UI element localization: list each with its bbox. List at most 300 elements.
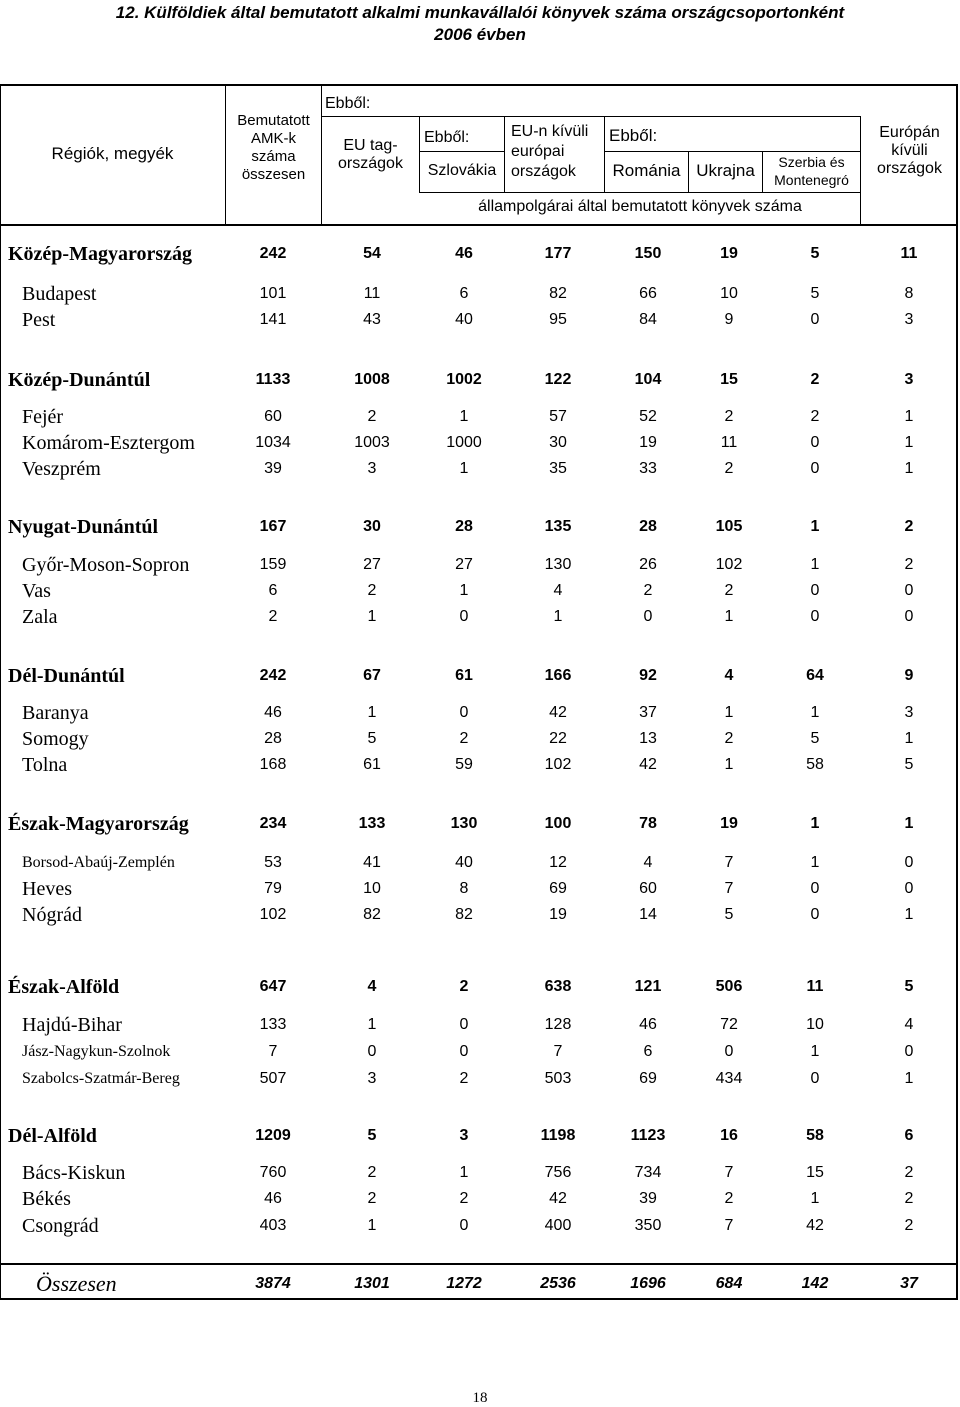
table-cell: 58 — [806, 756, 824, 773]
table-cell: 59 — [455, 756, 473, 773]
table-cell: 72 — [720, 1016, 738, 1033]
table-cell: 0 — [904, 880, 914, 897]
table-cell: 11 — [900, 245, 918, 262]
table-cell: 1 — [724, 608, 734, 625]
table-cell: 2 — [810, 371, 820, 388]
table-cell: 95 — [549, 311, 567, 328]
table-cell: 400 — [544, 1217, 572, 1234]
table-cell: 7 — [724, 1217, 734, 1234]
table-row — [0, 752, 960, 778]
table-row — [0, 578, 960, 604]
table-cell: 46 — [264, 1190, 282, 1207]
table-cell: 19 — [720, 245, 738, 262]
table-cell: 69 — [549, 880, 567, 897]
table-cell: 22 — [549, 730, 567, 747]
table-cell: 2 — [724, 408, 734, 425]
table-cell: 42 — [549, 1190, 567, 1207]
table-cell: 159 — [259, 556, 287, 573]
table-cell: 53 — [264, 854, 282, 871]
table-cell: 79 — [264, 880, 282, 897]
header-divider-5 — [420, 151, 504, 152]
table-row — [0, 850, 960, 876]
table-cell: 121 — [634, 978, 662, 995]
region-name: Csongrád — [22, 1215, 99, 1237]
table-cell: 37 — [900, 1275, 918, 1292]
table-cell: 7 — [268, 1043, 278, 1060]
table-cell: 1 — [904, 434, 914, 451]
table-row — [0, 726, 960, 752]
header-divider-12 — [419, 192, 861, 193]
table-cell: 0 — [810, 311, 820, 328]
table-cell: 130 — [544, 556, 572, 573]
table-cell: 0 — [724, 1043, 734, 1060]
table-cell: 403 — [259, 1217, 287, 1234]
table-cell: 13 — [639, 730, 657, 747]
table-cell: 28 — [264, 730, 282, 747]
table-cell: 35 — [549, 460, 567, 477]
table-row — [0, 1123, 960, 1149]
table-cell: 57 — [549, 408, 567, 425]
table-cell: 4 — [724, 667, 734, 684]
table-cell: 1696 — [630, 1275, 666, 1292]
header-of-which: Ebből: — [325, 95, 371, 112]
table-cell: 0 — [459, 1217, 469, 1234]
table-cell: 128 — [544, 1016, 572, 1033]
table-cell: 11 — [363, 285, 381, 302]
region-name: Győr-Moson-Sopron — [22, 554, 190, 576]
table-cell: 1 — [810, 854, 820, 871]
table-row — [0, 1066, 960, 1092]
header-divider-6 — [504, 116, 505, 192]
table-cell: 0 — [810, 1070, 820, 1087]
table-cell: 1301 — [354, 1275, 390, 1292]
region-name: Komárom-Esztergom — [22, 432, 195, 454]
table-cell: 0 — [459, 608, 469, 625]
table-cell: 684 — [715, 1275, 743, 1292]
region-name: Közép-Magyarország — [8, 243, 193, 265]
table-cell: 0 — [904, 854, 914, 871]
region-name: Nógrád — [22, 904, 82, 926]
table-cell: 0 — [904, 1043, 914, 1060]
table-cell: 0 — [810, 608, 820, 625]
table-cell: 3 — [367, 1070, 377, 1087]
table-cell: 5 — [367, 730, 377, 747]
table-cell: 39 — [264, 460, 282, 477]
table-cell: 0 — [904, 608, 914, 625]
table-cell: 638 — [544, 978, 572, 995]
table-cell: 15 — [806, 1164, 824, 1181]
table-cell: 122 — [544, 371, 572, 388]
region-name: Jász-Nagykun-Szolnok — [22, 1043, 171, 1060]
table-cell: 1 — [459, 1164, 469, 1181]
table-cell: 101 — [259, 285, 287, 302]
table-cell: 3 — [904, 704, 914, 721]
table-cell: 15 — [720, 371, 738, 388]
table-cell: 78 — [639, 815, 657, 832]
table-cell: 26 — [639, 556, 657, 573]
table-row — [0, 430, 960, 456]
table-cell: 5 — [724, 906, 734, 923]
table-row — [0, 1271, 960, 1297]
region-name: Fejér — [22, 406, 64, 428]
table-cell: 37 — [639, 704, 657, 721]
table-cell: 4 — [367, 978, 377, 995]
region-name: Bács-Kiskun — [22, 1162, 126, 1184]
table-cell: 46 — [264, 704, 282, 721]
table-cell: 1 — [810, 815, 820, 832]
table-cell: 3 — [904, 311, 914, 328]
table-cell: 28 — [639, 518, 657, 535]
table-cell: 2 — [904, 556, 914, 573]
table-cell: 3 — [459, 1127, 469, 1144]
table-cell: 8 — [904, 285, 914, 302]
table-row — [0, 514, 960, 540]
table-row — [0, 307, 960, 333]
table-cell: 40 — [455, 854, 473, 871]
table-cell: 2 — [459, 1070, 469, 1087]
table-cell: 60 — [639, 880, 657, 897]
table-cell: 10 — [720, 285, 738, 302]
table-cell: 9 — [904, 667, 914, 684]
table-cell: 64 — [806, 667, 824, 684]
region-name: Vas — [22, 580, 51, 602]
table-cell: 647 — [259, 978, 287, 995]
table-cell: 1034 — [255, 434, 291, 451]
table-cell: 1 — [904, 1070, 914, 1087]
table-cell: 102 — [715, 556, 743, 573]
table-cell: 2 — [367, 582, 377, 599]
region-name: Pest — [22, 309, 56, 331]
region-name: Somogy — [22, 728, 89, 750]
header-total: Bemutatott AMK-k száma összesen — [237, 112, 310, 183]
table-cell: 1002 — [446, 371, 482, 388]
table-cell: 4 — [553, 582, 563, 599]
table-cell: 141 — [259, 311, 287, 328]
table-cell: 2 — [643, 582, 653, 599]
region-name: Veszprém — [22, 458, 101, 480]
table-cell: 1 — [904, 730, 914, 747]
table-row — [0, 700, 960, 726]
table-cell: 42 — [639, 756, 657, 773]
region-name: Heves — [22, 878, 72, 900]
table-row — [0, 1213, 960, 1239]
table-cell: 1 — [459, 460, 469, 477]
table-cell: 242 — [259, 667, 287, 684]
table-row — [0, 902, 960, 928]
table-cell: 7 — [553, 1043, 563, 1060]
table-cell: 0 — [810, 434, 820, 451]
table-row — [0, 663, 960, 689]
table-cell: 42 — [806, 1217, 824, 1234]
table-cell: 1 — [904, 460, 914, 477]
table-row — [0, 552, 960, 578]
table-cell: 1 — [459, 408, 469, 425]
table-cell: 0 — [810, 880, 820, 897]
table-cell: 0 — [904, 582, 914, 599]
table-cell: 234 — [259, 815, 287, 832]
table-cell: 46 — [455, 245, 473, 262]
table-cell: 67 — [363, 667, 381, 684]
table-row — [0, 241, 960, 267]
table-cell: 7 — [724, 854, 734, 871]
table-cell: 135 — [544, 518, 572, 535]
table-cell: 16 — [720, 1127, 738, 1144]
header-eu: EU tag- országok — [338, 137, 403, 172]
header-bottom-line — [0, 224, 958, 226]
table-cell: 69 — [639, 1070, 657, 1087]
table-cell: 177 — [544, 245, 572, 262]
table-cell: 133 — [358, 815, 386, 832]
table-cell: 7 — [724, 1164, 734, 1181]
table-cell: 2536 — [540, 1275, 576, 1292]
table-cell: 2 — [268, 608, 278, 625]
table-cell: 0 — [459, 704, 469, 721]
header-serbia: Szerbia és Montenegró — [774, 154, 849, 188]
table-cell: 10 — [363, 880, 381, 897]
table-row — [0, 876, 960, 902]
table-cell: 2 — [459, 978, 469, 995]
page-number: 18 — [472, 1390, 488, 1406]
table-cell: 2 — [904, 1190, 914, 1207]
table-cell: 19 — [639, 434, 657, 451]
table-row — [0, 1160, 960, 1186]
table-cell: 1008 — [354, 371, 390, 388]
table-cell: 1123 — [630, 1127, 666, 1144]
table-cell: 92 — [639, 667, 657, 684]
table-cell: 734 — [634, 1164, 662, 1181]
table-cell: 3 — [367, 460, 377, 477]
header-non-europe: Európán kívüli országok — [877, 124, 942, 177]
table-cell: 5 — [810, 730, 820, 747]
total-separator-line — [0, 1263, 958, 1265]
table-cell: 168 — [259, 756, 287, 773]
table-cell: 61 — [363, 756, 381, 773]
region-name: Dél-Alföld — [8, 1125, 97, 1147]
region-name: Hajdú-Bihar — [22, 1014, 122, 1036]
table-cell: 2 — [810, 408, 820, 425]
table-cell: 33 — [639, 460, 657, 477]
table-cell: 1209 — [255, 1127, 291, 1144]
region-name: Dél-Dunántúl — [8, 665, 125, 687]
table-cell: 756 — [544, 1164, 572, 1181]
table-cell: 2 — [724, 1190, 734, 1207]
table-cell: 1 — [904, 906, 914, 923]
table-cell: 4 — [643, 854, 653, 871]
table-cell: 1 — [724, 756, 734, 773]
table-cell: 1 — [459, 582, 469, 599]
table-cell: 0 — [810, 906, 820, 923]
table-cell: 1 — [367, 704, 377, 721]
table-cell: 100 — [544, 815, 572, 832]
table-cell: 3 — [904, 371, 914, 388]
table-cell: 4 — [904, 1016, 914, 1033]
table-cell: 507 — [259, 1070, 287, 1087]
table-cell: 82 — [363, 906, 381, 923]
table-cell: 82 — [549, 285, 567, 302]
table-cell: 6 — [643, 1043, 653, 1060]
table-cell: 1 — [904, 408, 914, 425]
region-name: Tolna — [22, 754, 68, 776]
region-name: Baranya — [22, 702, 89, 724]
table-cell: 5 — [904, 978, 914, 995]
table-cell: 7 — [724, 880, 734, 897]
table-cell: 42 — [549, 704, 567, 721]
table-cell: 82 — [455, 906, 473, 923]
table-cell: 1 — [810, 518, 820, 535]
region-name: Békés — [22, 1188, 71, 1210]
table-cell: 54 — [363, 245, 381, 262]
table-cell: 84 — [639, 311, 657, 328]
table-cell: 102 — [544, 756, 572, 773]
table-row — [0, 1039, 960, 1065]
table-cell: 133 — [259, 1016, 287, 1033]
table-cell: 9 — [724, 311, 734, 328]
table-cell: 105 — [715, 518, 743, 535]
table-cell: 1 — [904, 815, 914, 832]
table-cell: 1003 — [354, 434, 390, 451]
table-cell: 1 — [367, 608, 377, 625]
region-name: Észak-Magyarország — [8, 813, 189, 835]
table-cell: 11 — [720, 434, 738, 451]
table-cell: 19 — [549, 906, 567, 923]
table-cell: 2 — [367, 1190, 377, 1207]
table-cell: 40 — [455, 311, 473, 328]
table-cell: 14 — [639, 906, 657, 923]
table-cell: 2 — [724, 582, 734, 599]
header-slovakia: Szlovákia — [427, 162, 497, 179]
table-cell: 1 — [724, 704, 734, 721]
title-line-1: 12. Külföldiek által bemutatott alkalmi munkavállalói könyvek száma országcsoportonként — [115, 3, 845, 22]
region-name: Zala — [22, 606, 58, 628]
table-cell: 2 — [904, 518, 914, 535]
table-cell: 2 — [724, 730, 734, 747]
region-name: Szabolcs-Szatmár-Bereg — [22, 1070, 180, 1087]
table-cell: 1 — [367, 1217, 377, 1234]
table-row — [0, 811, 960, 837]
table-cell: 2 — [904, 1164, 914, 1181]
table-cell: 1198 — [540, 1127, 576, 1144]
title-line-2: 2006 évben — [434, 25, 526, 44]
region-name: Összesen — [36, 1271, 117, 1296]
table-cell: 30 — [549, 434, 567, 451]
table-cell: 41 — [363, 854, 381, 871]
table-row — [0, 281, 960, 307]
header-non-eu: EU-n kívüli európai országok — [511, 123, 589, 180]
table-cell: 350 — [634, 1217, 662, 1234]
table-cell: 8 — [459, 880, 469, 897]
header-regions: Régiók, megyék — [51, 144, 174, 163]
table-cell: 104 — [634, 371, 662, 388]
table-cell: 434 — [715, 1070, 743, 1087]
table-cell: 1 — [810, 556, 820, 573]
table-cell: 6 — [904, 1127, 914, 1144]
header-divider-3 — [321, 116, 861, 117]
table-cell: 60 — [264, 408, 282, 425]
table-cell: 0 — [459, 1043, 469, 1060]
table-cell: 19 — [720, 815, 738, 832]
region-name: Észak-Alföld — [8, 976, 120, 998]
table-cell: 1 — [810, 1190, 820, 1207]
table-cell: 66 — [639, 285, 657, 302]
table-cell: 0 — [643, 608, 653, 625]
table-cell: 142 — [801, 1275, 829, 1292]
table-cell: 102 — [259, 906, 287, 923]
region-name: Borsod-Abaúj-Zemplén — [22, 854, 175, 871]
table-cell: 2 — [459, 1190, 469, 1207]
table-cell: 5 — [367, 1127, 377, 1144]
table-row — [0, 367, 960, 393]
table-cell: 1000 — [446, 434, 482, 451]
table-cell: 52 — [639, 408, 657, 425]
table-cell: 1133 — [255, 371, 291, 388]
table-cell: 1 — [553, 608, 563, 625]
table-cell: 1 — [367, 1016, 377, 1033]
table-cell: 166 — [544, 667, 572, 684]
table-cell: 5 — [810, 245, 820, 262]
table-cell: 2 — [904, 1217, 914, 1234]
table-cell: 506 — [715, 978, 743, 995]
table-row — [0, 974, 960, 1000]
table-cell: 58 — [806, 1127, 824, 1144]
table-cell: 0 — [367, 1043, 377, 1060]
table-cell: 2 — [724, 460, 734, 477]
header-citizens-note: állampolgárai által bemutatott könyvek száma — [478, 198, 802, 215]
table-cell: 2 — [367, 408, 377, 425]
table-cell: 6 — [459, 285, 469, 302]
table-cell: 28 — [455, 518, 473, 535]
table-cell: 0 — [810, 582, 820, 599]
table-cell: 2 — [459, 730, 469, 747]
table-row — [0, 1012, 960, 1038]
region-name: Közép-Dunántúl — [8, 369, 151, 391]
table-row — [0, 404, 960, 430]
header-divider-8 — [605, 151, 860, 152]
table-cell: 150 — [634, 245, 662, 262]
table-cell: 39 — [639, 1190, 657, 1207]
table-row — [0, 604, 960, 630]
table-row — [0, 456, 960, 482]
table-cell: 5 — [904, 756, 914, 773]
table-cell: 5 — [810, 285, 820, 302]
table-row — [0, 1186, 960, 1212]
table-cell: 760 — [259, 1164, 287, 1181]
table-cell: 43 — [363, 311, 381, 328]
table-cell: 6 — [268, 582, 278, 599]
table-cell: 12 — [549, 854, 567, 871]
region-name: Budapest — [22, 283, 97, 305]
table-cell: 46 — [639, 1016, 657, 1033]
table-cell: 1 — [810, 1043, 820, 1060]
table-cell: 30 — [363, 518, 381, 535]
table-cell: 242 — [259, 245, 287, 262]
table-cell: 1272 — [446, 1275, 482, 1292]
table-cell: 0 — [810, 460, 820, 477]
header-divider-4 — [419, 116, 420, 192]
table-cell: 167 — [259, 518, 287, 535]
table-cell: 130 — [450, 815, 478, 832]
table-cell: 27 — [363, 556, 381, 573]
header-romania: Románia — [612, 161, 681, 180]
table-cell: 3874 — [255, 1275, 291, 1292]
table-cell: 0 — [459, 1016, 469, 1033]
table-cell: 10 — [806, 1016, 824, 1033]
table-cell: 1 — [810, 704, 820, 721]
table-cell: 27 — [455, 556, 473, 573]
header-non-eu-of-which: Ebből: — [609, 126, 658, 145]
region-name: Nyugat-Dunántúl — [8, 516, 159, 538]
table-cell: 11 — [806, 978, 824, 995]
header-ukraine: Ukrajna — [696, 161, 755, 180]
